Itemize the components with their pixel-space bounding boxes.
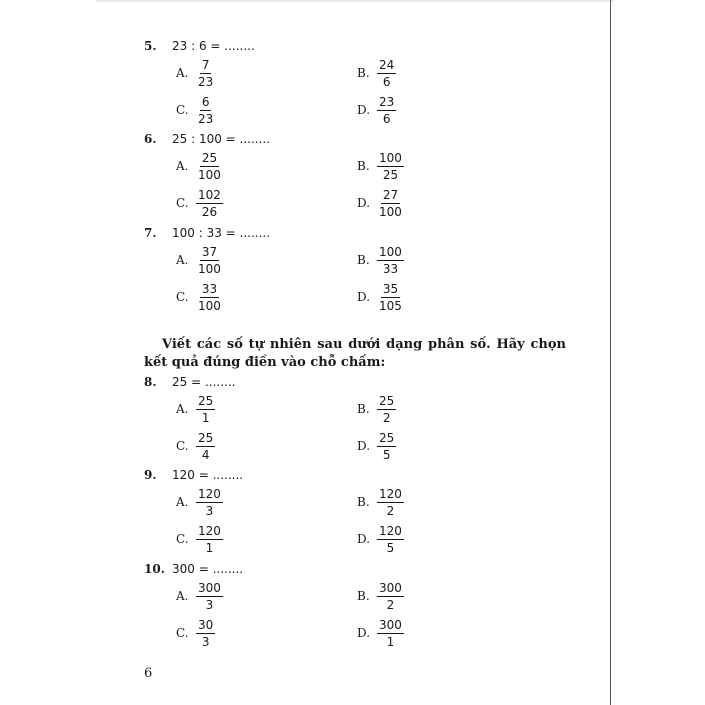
fraction-denominator: 100	[198, 261, 221, 276]
fraction-numerator: 120	[379, 523, 402, 538]
fraction	[196, 524, 223, 555]
fraction-denominator: 3	[205, 503, 214, 518]
fraction-denominator: 3	[201, 634, 210, 649]
option-letter: C.	[176, 103, 189, 117]
option-letter: D.	[357, 439, 371, 453]
fraction-numerator: 23	[379, 94, 395, 109]
answer-option-d	[357, 616, 404, 650]
fraction-numerator: 30	[198, 617, 214, 632]
answer-option-d	[357, 93, 396, 127]
fraction-denominator: 105	[379, 298, 402, 313]
fraction-numerator: 25	[379, 393, 395, 408]
answer-option-b	[357, 243, 404, 277]
fraction-numerator: 300	[379, 617, 402, 632]
fraction	[377, 95, 396, 126]
fraction	[377, 618, 404, 649]
option-letter: B.	[357, 589, 370, 603]
section-instruction: Viết các số tự nhiên sau dưới dạng phân số. Hãy chọn kết quả đúng điền vào chỗ chấm:	[144, 337, 566, 370]
answer-option-a	[176, 485, 223, 519]
fraction	[196, 188, 223, 219]
fraction	[196, 394, 215, 425]
option-letter: A.	[176, 253, 189, 267]
fraction	[377, 188, 404, 219]
answer-option-b	[357, 579, 404, 613]
answer-option-a	[176, 243, 223, 277]
fraction-numerator: 25	[379, 430, 395, 445]
option-letter: A.	[176, 402, 189, 416]
fraction	[377, 487, 404, 518]
fraction-denominator: 2	[386, 503, 395, 518]
fraction-denominator: 5	[386, 540, 395, 555]
answer-option-d	[357, 186, 404, 220]
page-number: 6	[144, 666, 153, 681]
fraction-denominator: 23	[198, 74, 214, 89]
option-letter: A.	[176, 589, 189, 603]
option-letter: A.	[176, 495, 189, 509]
fraction-numerator: 120	[198, 486, 221, 501]
fraction-numerator: 24	[379, 57, 395, 72]
answer-option-c	[176, 280, 223, 314]
fraction-denominator: 23	[198, 111, 214, 126]
fraction-denominator: 25	[382, 167, 399, 182]
fraction	[196, 431, 215, 462]
fraction-denominator: 100	[198, 298, 221, 313]
fraction-numerator: 33	[201, 281, 218, 296]
answer-option-a	[176, 392, 215, 426]
option-letter: B.	[357, 402, 370, 416]
answer-option-a	[176, 56, 215, 90]
page-top-edge	[96, 0, 614, 2]
question-expression: 100 : 33 = ........	[172, 226, 271, 240]
answer-option-c	[176, 616, 215, 650]
fraction	[196, 282, 223, 313]
question-expression: 25 : 100 = ........	[172, 132, 271, 146]
question-number: 10.	[144, 562, 165, 576]
fraction-denominator: 4	[201, 447, 210, 462]
fraction-numerator: 7	[201, 57, 210, 72]
option-letter: A.	[176, 66, 189, 80]
fraction-denominator: 1	[201, 410, 210, 425]
fraction-numerator: 6	[201, 94, 210, 109]
fraction-numerator: 37	[201, 244, 218, 259]
fraction-denominator: 2	[386, 597, 395, 612]
fraction-denominator: 1	[386, 634, 395, 649]
answer-option-b	[357, 149, 404, 183]
answer-option-a	[176, 149, 223, 183]
fraction	[196, 487, 223, 518]
fraction-denominator: 100	[379, 204, 402, 219]
option-letter: D.	[357, 532, 371, 546]
question-9	[144, 467, 243, 483]
fraction-denominator: 33	[382, 261, 399, 276]
option-letter: D.	[357, 290, 371, 304]
answer-option-c	[176, 186, 223, 220]
answer-option-b	[357, 392, 396, 426]
fraction	[196, 581, 223, 612]
option-letter: B.	[357, 253, 370, 267]
option-letter: D.	[357, 626, 371, 640]
fraction-numerator: 35	[382, 281, 399, 296]
answer-option-c	[176, 93, 215, 127]
answer-option-d	[357, 522, 404, 556]
fraction-denominator: 3	[205, 597, 214, 612]
option-letter: C.	[176, 196, 189, 210]
fraction-numerator: 100	[379, 244, 402, 259]
fraction-numerator: 25	[198, 430, 214, 445]
fraction-denominator: 2	[382, 410, 391, 425]
fraction-denominator: 6	[382, 111, 391, 126]
question-expression: 25 = ........	[172, 375, 236, 389]
fraction	[196, 618, 215, 649]
fraction-numerator: 300	[198, 580, 221, 595]
option-letter: C.	[176, 532, 189, 546]
fraction	[377, 394, 396, 425]
fraction	[377, 58, 396, 89]
fraction-numerator: 120	[379, 486, 402, 501]
fraction-numerator: 300	[379, 580, 402, 595]
fraction-numerator: 100	[379, 150, 402, 165]
fraction-denominator: 5	[382, 447, 391, 462]
answer-option-a	[176, 579, 223, 613]
question-5	[144, 38, 255, 54]
question-7	[144, 225, 270, 241]
fraction-denominator: 100	[198, 167, 221, 182]
fraction	[196, 245, 223, 276]
question-8	[144, 374, 235, 390]
question-expression: 300 = ........	[172, 562, 244, 576]
option-letter: C.	[176, 626, 189, 640]
question-number: 5.	[144, 39, 157, 53]
fraction-denominator: 6	[382, 74, 391, 89]
option-letter: B.	[357, 159, 370, 173]
fraction-numerator: 120	[198, 523, 221, 538]
fraction	[377, 581, 404, 612]
question-number: 8.	[144, 375, 157, 389]
option-letter: B.	[357, 66, 370, 80]
option-letter: B.	[357, 495, 370, 509]
question-6	[144, 131, 270, 147]
question-number: 7.	[144, 226, 157, 240]
fraction	[377, 431, 396, 462]
option-letter: C.	[176, 290, 189, 304]
fraction	[196, 95, 215, 126]
answer-option-c	[176, 522, 223, 556]
option-letter: D.	[357, 103, 371, 117]
option-letter: A.	[176, 159, 189, 173]
option-letter: D.	[357, 196, 371, 210]
question-expression: 23 : 6 = ........	[172, 39, 255, 53]
fraction-numerator: 25	[201, 150, 218, 165]
question-number: 6.	[144, 132, 157, 146]
answer-option-d	[357, 280, 404, 314]
answer-option-d	[357, 429, 396, 463]
fraction	[377, 245, 404, 276]
fraction	[196, 151, 223, 182]
fraction	[377, 524, 404, 555]
answer-option-b	[357, 56, 396, 90]
fraction-denominator: 1	[205, 540, 214, 555]
answer-option-b	[357, 485, 404, 519]
fraction	[196, 58, 215, 89]
question-10	[144, 561, 243, 577]
question-number: 9.	[144, 468, 157, 482]
fraction-denominator: 26	[201, 204, 218, 219]
fraction-numerator: 102	[198, 187, 221, 202]
page-edge-divider	[610, 0, 611, 705]
fraction-numerator: 27	[382, 187, 399, 202]
option-letter: C.	[176, 439, 189, 453]
fraction-numerator: 25	[198, 393, 214, 408]
fraction	[377, 282, 404, 313]
answer-option-c	[176, 429, 215, 463]
fraction	[377, 151, 404, 182]
question-expression: 120 = ........	[172, 468, 244, 482]
